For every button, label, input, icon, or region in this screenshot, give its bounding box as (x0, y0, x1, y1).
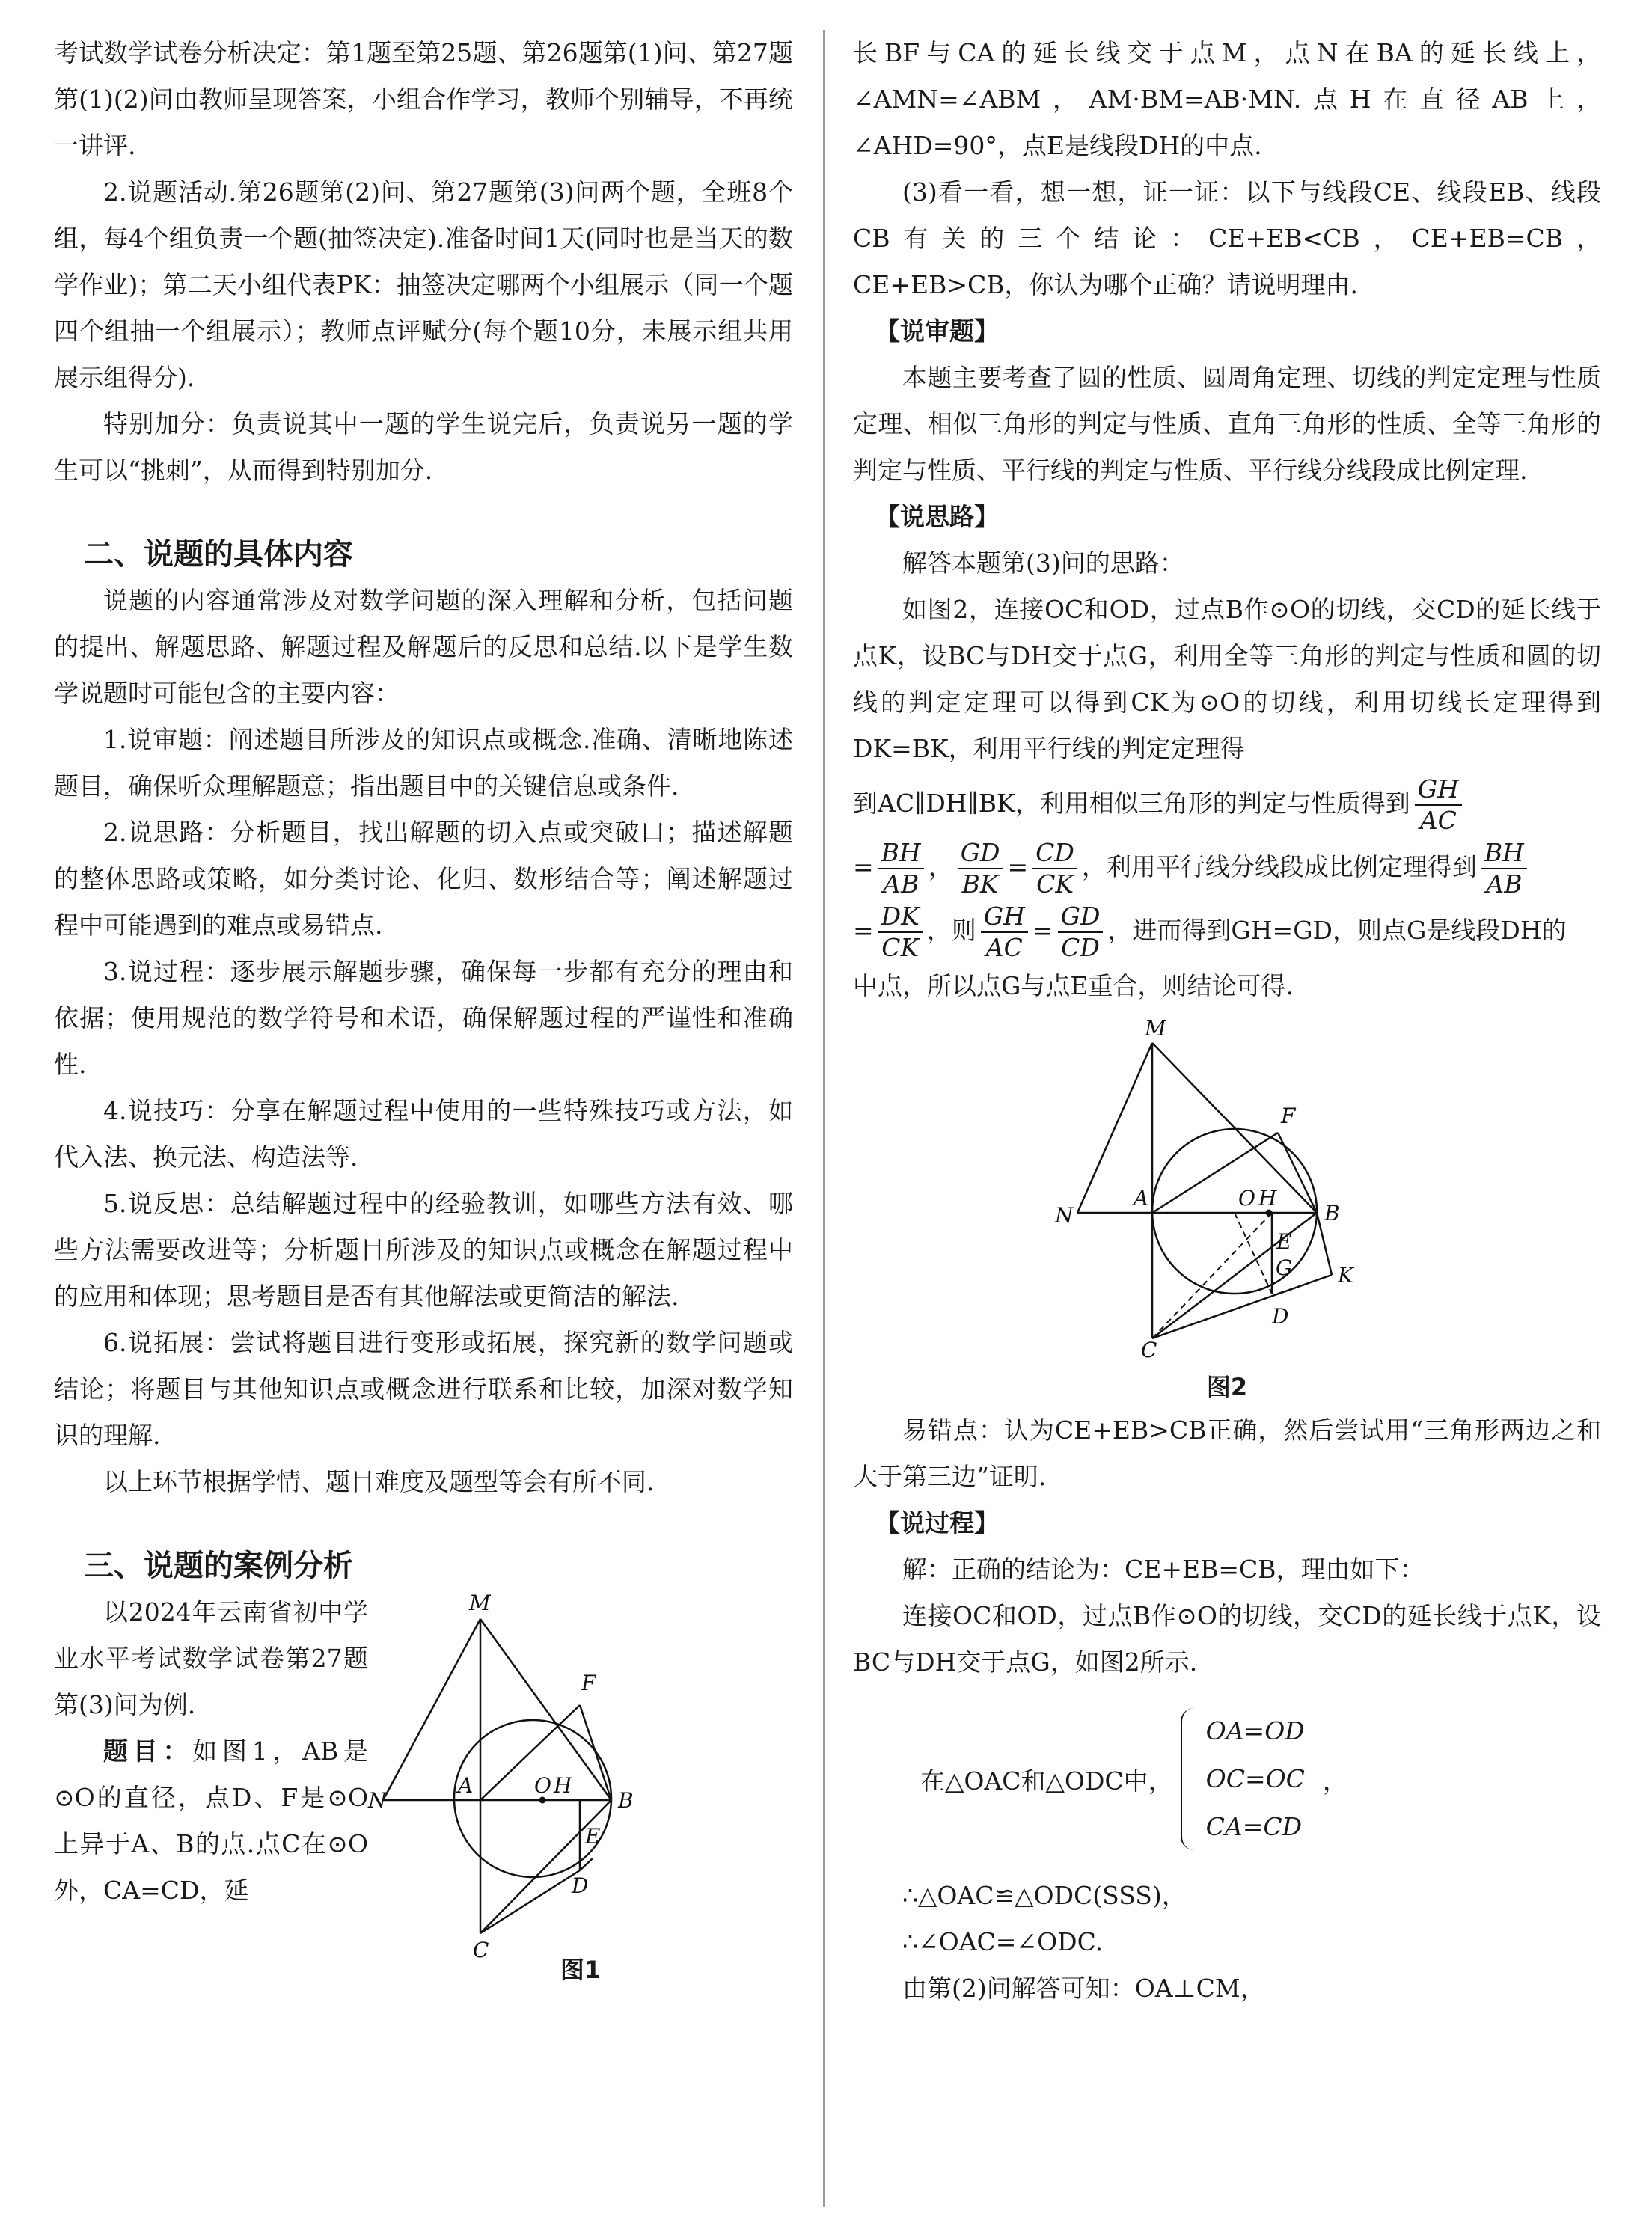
section-heading: 二、说题的具体内容 (84, 537, 353, 572)
label-C: C (473, 1938, 489, 1962)
figure-2-caption: 图2 (1206, 1373, 1248, 1401)
label-D: D (572, 1873, 589, 1898)
paragraph: 考试数学试卷分析决定：第1题至第25题、第26题第(1)问、第27题第(1)(2)问由教师呈现答案，小组合作学习，教师个别辅导，不再统一讲评. (54, 38, 793, 160)
paragraph: 特别加分：负责说其中一题的学生说完后，负责说另一题的学生可以“挑刺”，从而得到特别加分. (54, 409, 793, 485)
figure-2-diagram (1055, 1017, 1384, 1361)
section-tag: 【说过程】 (875, 1508, 999, 1537)
paragraph: 说题的内容通常涉及对数学问题的深入理解和分析，包括问题的提出、解题思路、解题过程及解题后的反思和总结.以下是学生数学说题时可能包含的主要内容： (54, 586, 793, 708)
fraction: $\frac{GD}{CD}$ (1058, 902, 1104, 963)
list-item: 1.说审题：阐述题目所涉及的知识点或概念.准确、清晰地陈述题目，确保听众理解题意；指出题目中的关键信息或条件. (54, 725, 793, 801)
fraction: $\frac{CD}{CK}$ (1032, 838, 1077, 899)
paragraph: 2.说题活动.第26题第(2)问、第27题第(3)问两个题，全班8个组，每4个组负责一个题(抽签决定).准备时间1天(同时也是当天的数学作业)；第二天小组代表PK：抽签决定哪两个小组展示（同一个题四个组抽一个组展示）；教师点评赋分(每个题10分，未展示组共用展示组得分). (54, 177, 793, 392)
paragraph: 以2024年云南省初中学业水平考试数学试卷第27题第(3)问为例. (54, 1597, 368, 1719)
label-A: A (1134, 1186, 1149, 1211)
paragraph: 以上环节根据学情、题目难度及题型等会有所不同. (103, 1467, 655, 1496)
left-column (54, 30, 793, 1986)
label-B: B (1324, 1201, 1340, 1225)
label-K: K (1338, 1263, 1353, 1288)
label-A: A (458, 1773, 474, 1798)
label-M: M (1145, 1016, 1166, 1041)
formula-line: 到AC∥DH∥BK，利用相似三角形的判定与性质得到 $\frac{GH}{AC}$ (853, 772, 1601, 836)
label-G: G (1276, 1255, 1293, 1280)
fraction: $\frac{GD}{BK}$ (958, 838, 1003, 899)
section-tag: 【说思路】 (875, 502, 999, 531)
figure-1 (368, 1589, 793, 1986)
label-D: D (1272, 1304, 1289, 1329)
label-C: C (1141, 1338, 1157, 1362)
fraction: $\frac{GH}{AC}$ (981, 902, 1028, 963)
list-item: 4.说技巧：分享在解题过程中使用的一些特殊技巧或方法，如代入法、换元法、构造法等. (54, 1096, 793, 1172)
label-N: N (1055, 1203, 1074, 1228)
figure-2 (853, 1017, 1601, 1368)
problem-text: 如图1，AB是⊙O的直径，点D、F是⊙O上异于A、B的点.点C在⊙O外，CA=CD，延 (54, 1736, 369, 1905)
paragraph: 易错点：认为CE+EB>CB正确，然后尝试用“三角形两边之和大于第三边”证明. (853, 1416, 1601, 1491)
label-F: F (581, 1671, 596, 1695)
paragraph: 中点，所以点G与点E重合，则结论可得. (853, 971, 1294, 1000)
equation-system: 在△OAC和△ODC中， OA=OD OC=OC CA=CD ， (853, 1686, 1601, 1873)
fraction: $\frac{BH}{AB}$ (878, 838, 924, 899)
fraction: $\frac{GH}{AC}$ (1415, 774, 1462, 836)
label-M: M (469, 1591, 491, 1615)
paragraph: 如图2，连接OC和OD，过点B作⊙O的切线，交CD的延长线于点K，设BC与DH交于点G，利用全等三角形的判定与性质和圆的切线的判定定理可以得到CK为⊙O的切线，利用切线长定理得到DK=BK，利用平行线的判定定理得 (853, 595, 1601, 763)
label-H: H (554, 1773, 572, 1798)
paragraph: 由第(2)问解答可知：OA⊥CM， (902, 1974, 1265, 2003)
paragraph: (3)看一看，想一想，证一证：以下与线段CE、线段EB、线段CB有关的三个结论：CE+EB<CB，CE+EB=CB，CE+EB>CB，你认为哪个正确？请说明理由. (853, 177, 1601, 299)
figure-1-diagram (368, 1589, 793, 1962)
list-item: 5.说反思：总结解题过程中的经验教训，如哪些方法有效、哪些方法需要改进等；分析题目所涉及的知识点或概念在解题过程中的应用和体现；思考题目是否有其他解法或更简洁的解法. (54, 1189, 793, 1311)
label-O: O (534, 1773, 551, 1798)
label-N: N (368, 1788, 387, 1813)
label-O: O (1238, 1186, 1255, 1211)
list-item: 2.说思路：分析题目，找出解题的切入点或突破口；描述解题的整体思路或策略，如分类讨论、化归、数形结合等；阐述解题过程中可能遇到的难点或易错点. (54, 818, 793, 940)
paragraph: 解答本题第(3)问的思路： (902, 548, 1184, 578)
right-column (853, 30, 1601, 2012)
fraction: $\frac{BH}{AB}$ (1481, 838, 1527, 899)
problem-statement (54, 1728, 368, 1914)
label-B: B (618, 1788, 634, 1813)
fraction: $\frac{DK}{CK}$ (878, 902, 923, 963)
brace (1181, 1708, 1199, 1850)
label-E: E (585, 1824, 601, 1849)
label-F: F (1281, 1104, 1296, 1128)
figure-1-caption: 图1 (560, 1956, 602, 1984)
paragraph: 连接OC和OD，过点B作⊙O的切线，交CD的延长线于点K，设BC与DH交于点G，如图2所示. (853, 1601, 1601, 1677)
list-item: 3.说过程：逐步展示解题步骤，确保每一步都有充分的理由和依据；使用规范的数学符号和术语，确保解题过程的严谨性和准确性. (54, 957, 793, 1079)
formula-line: = $\frac{BH}{AB}$ ， $\frac{GD}{BK}$ = $\frac{CD}{CK}$ ，利用平行线分线段成比例定理得到 $\frac{BH}{AB}$ (853, 836, 1601, 899)
paragraph: 解：正确的结论为：CE+EB=CB，理由如下： (902, 1555, 1425, 1584)
problem-label: 题目： (103, 1736, 193, 1766)
paragraph: 长BF与CA的延长线交于点M，点N在BA的延长线上，∠AMN=∠ABM，AM·BM=AB·MN.点H在直径AB上，∠AHD=90°，点E是线段DH的中点. (853, 38, 1601, 160)
paragraph: 本题主要考查了圆的性质、圆周角定理、切线的判定定理与性质定理、相似三角形的判定与性质、直角三角形的性质、全等三角形的判定与性质、平行线的判定与性质、平行线分线段成比例定理. (853, 363, 1601, 485)
section-heading: 三、说题的案例分析 (84, 1549, 353, 1583)
paragraph: ∴∠OAC=∠ODC. (902, 1927, 1104, 1956)
paragraph: ∴△OAC≌△ODC(SSS)， (902, 1881, 1187, 1910)
label-E: E (1276, 1229, 1292, 1254)
section-tag: 【说审题】 (875, 316, 999, 346)
column-divider (823, 30, 825, 2207)
label-H: H (1258, 1186, 1277, 1211)
formula-line: = $\frac{DK}{CK}$ ，则 $\frac{GH}{AC}$ = $\frac{GD}{CD}$ ，进而得到GH=GD，则点G是线段DH的 (853, 902, 1567, 962)
list-item: 6.说拓展：尝试将题目进行变形或拓展，探究新的数学问题或结论；将题目与其他知识点或概念进行联系和比较，加深对数学知识的理解. (54, 1328, 793, 1450)
